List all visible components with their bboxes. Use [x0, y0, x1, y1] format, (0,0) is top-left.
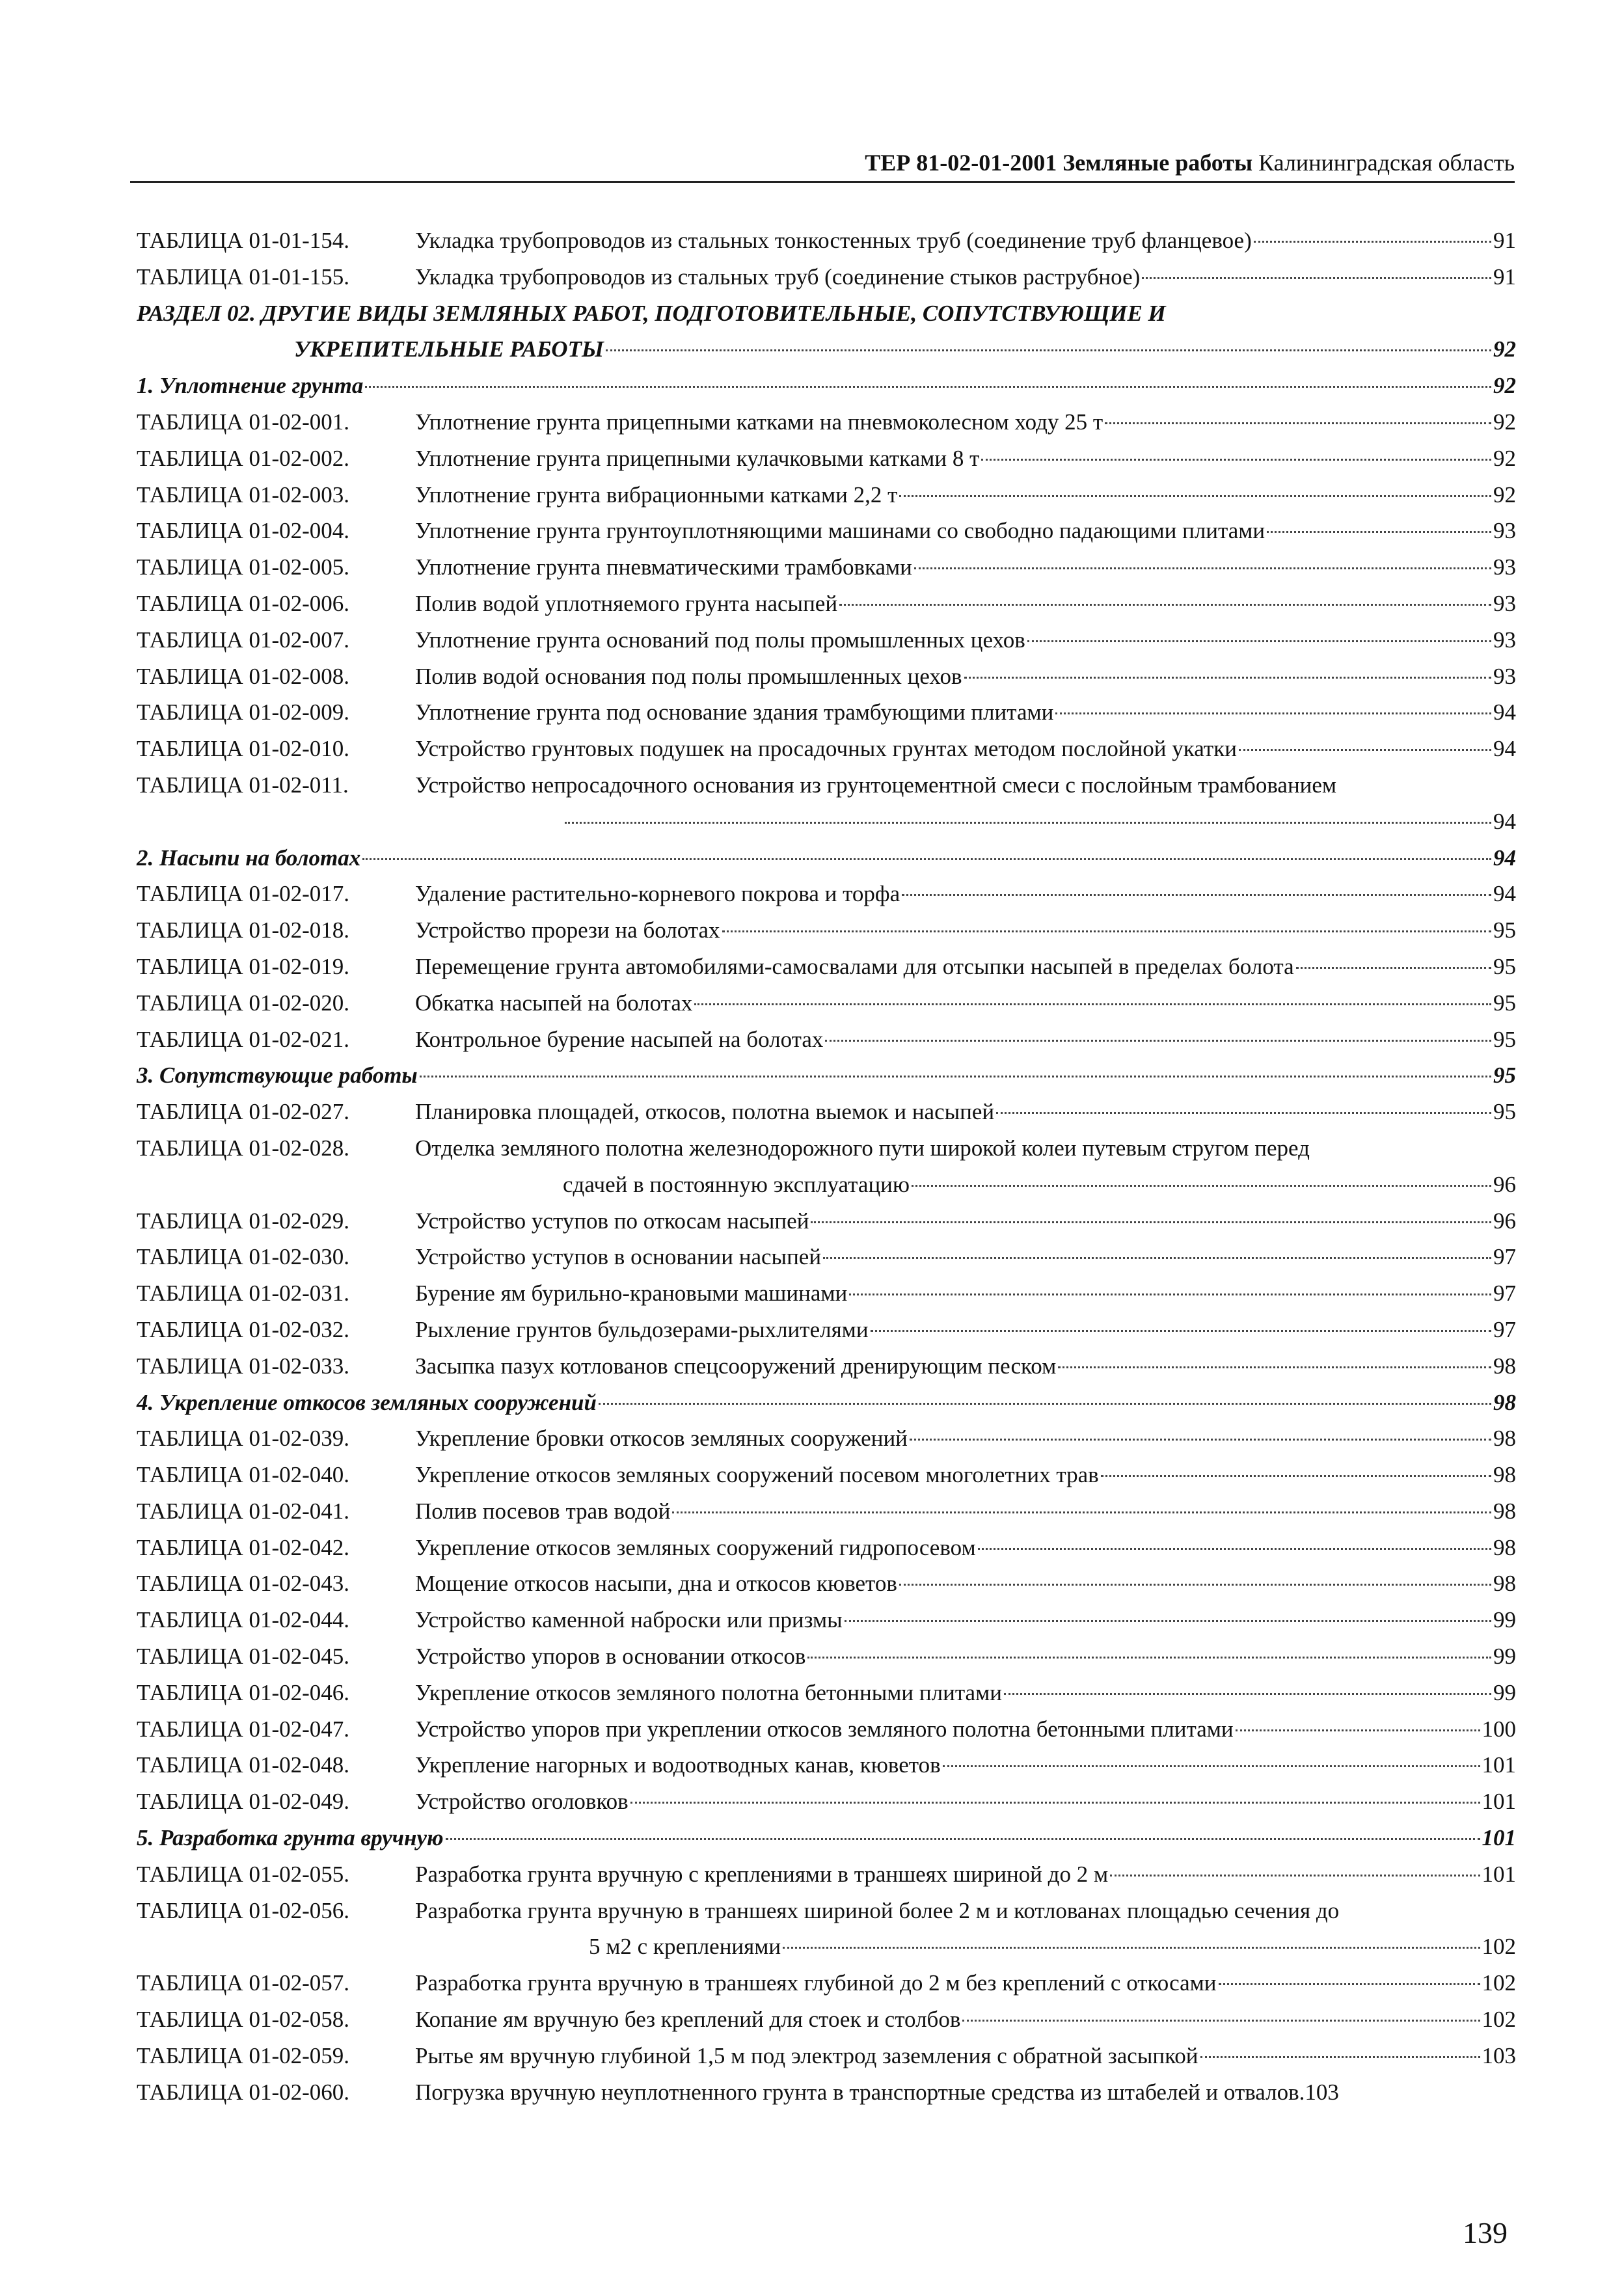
toc-entry-code: ТАБЛИЦА 01-02-001. — [137, 409, 350, 435]
toc-entry-code: ТАБЛИЦА 01-02-006. — [137, 590, 350, 616]
dot-leader — [943, 1765, 1480, 1767]
toc-entry-page: 99 — [1493, 1679, 1516, 1705]
toc-entry-code: ТАБЛИЦА 01-02-057. — [137, 1970, 350, 1996]
toc-entry[interactable] — [137, 1675, 1516, 1711]
section-heading-line2: УКРЕПИТЕЛЬНЫЕ РАБОТЫ — [294, 336, 604, 362]
toc-entry[interactable] — [137, 513, 1516, 549]
toc-entry-page: 97 — [1493, 1244, 1516, 1270]
subsection-heading[interactable] — [137, 1820, 1516, 1856]
toc-entry-code: ТАБЛИЦА 01-02-039. — [137, 1426, 350, 1452]
toc-entry-page: 94 — [1493, 736, 1516, 762]
toc-entry[interactable] — [137, 1530, 1516, 1566]
dot-leader — [1219, 1983, 1480, 1985]
toc-entry[interactable] — [137, 1312, 1516, 1348]
toc-entry-code: ТАБЛИЦА 01-02-002. — [137, 445, 350, 471]
toc-entry[interactable] — [137, 2001, 1516, 2038]
header-rule — [130, 181, 1515, 183]
dot-leader — [899, 495, 1491, 497]
subsection-title: 1. Уплотнение грунта — [137, 373, 364, 399]
dot-leader — [606, 349, 1491, 351]
toc-entry-page: 91 — [1493, 228, 1516, 253]
subsection-heading[interactable] — [137, 840, 1516, 876]
dot-leader — [1004, 1693, 1491, 1695]
toc-entry-page: 99 — [1493, 1607, 1516, 1633]
toc-entry-title-continued: сдачей в постоянную эксплуатацию — [563, 1171, 910, 1197]
subsection-heading[interactable] — [137, 1385, 1516, 1421]
toc-entry-title: Отделка земляного полотна железнодорожного пути широкой колеи путевым стругом перед — [415, 1135, 1310, 1161]
dot-leader — [1296, 967, 1491, 969]
toc-entry[interactable] — [137, 259, 1516, 295]
toc-entry-page: 96 — [1493, 1171, 1516, 1197]
toc-entry[interactable] — [137, 440, 1516, 477]
toc-entry[interactable] — [137, 1457, 1516, 1493]
toc-entry[interactable] — [137, 731, 1516, 767]
toc-entry-continued[interactable] — [137, 804, 1516, 840]
toc-entry-page: 99 — [1493, 1644, 1516, 1670]
toc-entry-title: Устройство непросадочного основания из грунтоцементной смеси с послойным трамбованием — [415, 772, 1337, 798]
toc-entry-page: 91 — [1493, 264, 1516, 290]
toc-entry-code: ТАБЛИЦА 01-02-021. — [137, 1026, 350, 1052]
document-title: ТЕР 81-02-01-2001 Земляные работы — [865, 150, 1253, 176]
section-page: 92 — [1493, 336, 1516, 362]
dot-leader — [811, 1221, 1491, 1223]
toc-entry-code: ТАБЛИЦА 01-02-018. — [137, 917, 350, 943]
toc-entry-code: ТАБЛИЦА 01-02-055. — [137, 1861, 350, 1887]
dot-leader — [1142, 277, 1491, 279]
toc-entry-title: Планировка площадей, откосов, полотна выемок и насыпей — [415, 1099, 995, 1125]
toc-entry-page: 94 — [1493, 808, 1516, 834]
toc-entry-title: Мощение откосов насыпи, дна и откосов кюветов — [415, 1571, 897, 1597]
toc-entry-code: ТАБЛИЦА 01-02-003. — [137, 481, 350, 508]
toc-entry-title: Контрольное бурение насыпей на болотах — [415, 1026, 824, 1052]
dot-leader — [599, 1403, 1491, 1405]
toc-entry[interactable] — [137, 1638, 1516, 1675]
subsection-title: 3. Сопутствующие работы — [137, 1063, 418, 1089]
dot-leader — [807, 1657, 1491, 1659]
toc-entry-title: Бурение ям бурильно-крановыми машинами — [415, 1280, 848, 1307]
subsection-title: 5. Разработка грунта вручную — [137, 1825, 444, 1851]
toc-entry-page: 93 — [1493, 627, 1516, 653]
toc-entry-code: ТАБЛИЦА 01-02-019. — [137, 953, 350, 979]
toc-entry[interactable] — [137, 876, 1516, 912]
toc-entry-code: ТАБЛИЦА 01-02-009. — [137, 699, 350, 725]
dot-leader — [1101, 1475, 1491, 1477]
toc-entry-code: ТАБЛИЦА 01-02-008. — [137, 663, 350, 689]
toc-entry-page: 94 — [1493, 881, 1516, 907]
toc-entry-title: Погрузка вручную неуплотненного грунта в транспортные средства из штабелей и отвалов. — [415, 2079, 1305, 2105]
toc-entry-page: 102 — [1482, 2007, 1516, 2033]
dot-leader — [420, 1076, 1491, 1077]
dot-leader — [365, 386, 1491, 388]
dot-leader — [694, 1003, 1491, 1005]
toc-entry-title: Разработка грунта вручную в траншеях шириной более 2 м и котлованах площадью сечения до — [415, 1897, 1340, 1923]
dot-leader — [1058, 1366, 1491, 1368]
dot-leader — [962, 2020, 1480, 2022]
page-number: 139 — [1463, 2216, 1508, 2249]
toc-entry-title: Укрепление откосов земляных сооружений гидропосевом — [415, 1534, 976, 1560]
toc-entry-page: 96 — [1493, 1208, 1516, 1234]
toc-entry-title: Устройство оголовков — [415, 1789, 629, 1815]
toc-entry-page: 92 — [1493, 445, 1516, 471]
toc-entry-code: ТАБЛИЦА 01-02-005. — [137, 554, 350, 580]
toc-entry-page: 95 — [1493, 990, 1516, 1016]
toc-entry-code: ТАБЛИЦА 01-02-044. — [137, 1607, 350, 1633]
dot-leader — [672, 1511, 1491, 1513]
dot-leader — [1027, 640, 1491, 642]
dot-leader — [996, 1112, 1491, 1114]
toc-entry-code: ТАБЛИЦА 01-01-154. — [137, 228, 350, 253]
toc-entry-page: 103 — [1305, 2079, 1339, 2105]
toc-entry-title: Разработка грунта вручную с креплениями в траншеях шириной до 2 м — [415, 1861, 1109, 1887]
toc-entry-page: 95 — [1493, 1026, 1516, 1052]
toc-entry-page: 98 — [1493, 1426, 1516, 1452]
toc-entry[interactable] — [137, 1094, 1516, 1130]
toc-entry-code: ТАБЛИЦА 01-02-047. — [137, 1716, 350, 1742]
dot-leader — [849, 1293, 1491, 1295]
toc-entry[interactable] — [137, 223, 1516, 259]
toc-entry-title: Укрепление бровки откосов земляных сооружений — [415, 1426, 908, 1452]
toc-entry-page: 93 — [1493, 518, 1516, 544]
section-heading[interactable] — [137, 295, 1516, 332]
toc-entry-title: Полив водой уплотняемого грунта насыпей — [415, 590, 838, 616]
toc-entry-title: Уплотнение грунта вибрационными катками 2,2 т — [415, 481, 898, 508]
toc-entry-page: 97 — [1493, 1316, 1516, 1342]
toc-entry-page: 98 — [1493, 1571, 1516, 1597]
toc-entry-code: ТАБЛИЦА 01-02-041. — [137, 1498, 350, 1524]
toc-entry-code: ТАБЛИЦА 01-02-010. — [137, 736, 350, 762]
toc-entry-title: Укрепление нагорных и водоотводных канав, кюветов — [415, 1752, 941, 1778]
section-heading-continued[interactable] — [137, 331, 1516, 368]
toc-entry[interactable] — [137, 1130, 1516, 1167]
toc-entry-code: ТАБЛИЦА 01-02-029. — [137, 1208, 350, 1234]
subsection-title: 2. Насыпи на болотах — [137, 845, 361, 871]
toc-entry-page: 93 — [1493, 590, 1516, 616]
subsection-page: 92 — [1493, 373, 1516, 399]
toc-entry-title: Устройство уступов в основании насыпей — [415, 1244, 822, 1270]
toc-entry-title: Обкатка насыпей на болотах — [415, 990, 693, 1016]
toc-entry-page: 100 — [1482, 1716, 1516, 1742]
toc-entry-title: Рытье ям вручную глубиной 1,5 м под электрод заземления с обратной засыпкой — [415, 2042, 1198, 2068]
dot-leader — [1267, 531, 1491, 533]
toc-entry-page: 103 — [1482, 2042, 1516, 2068]
toc-entry-title: Укрепление откосов земляного полотна бетонными плитами — [415, 1679, 1002, 1705]
dot-leader — [783, 1947, 1480, 1949]
dot-leader — [722, 930, 1491, 932]
toc-entry[interactable] — [137, 1602, 1516, 1638]
toc-entry-title: Копание ям вручную без креплений для стоек и столбов — [415, 2007, 961, 2033]
toc-entry-title: Устройство прорези на болотах — [415, 917, 720, 943]
toc-entry-title: Полив посевов трав водой — [415, 1498, 671, 1524]
dot-leader — [1200, 2056, 1480, 2058]
toc-entry-page: 92 — [1493, 409, 1516, 435]
toc-entry[interactable] — [137, 2074, 1516, 2111]
toc-entry-title: Удаление растительно-корневого покрова и торфа — [415, 881, 900, 907]
toc-entry[interactable] — [137, 586, 1516, 622]
toc-entry-title: Устройство грунтовых подушек на просадочных грунтах методом послойной укатки — [415, 736, 1237, 762]
toc-entry-code: ТАБЛИЦА 01-01-155. — [137, 264, 350, 290]
toc-entry-title: Рыхление грунтов бульдозерами-рыхлителями — [415, 1316, 869, 1342]
toc-entry-continued[interactable] — [137, 1167, 1516, 1203]
toc-entry-page: 98 — [1493, 1498, 1516, 1524]
region-label: Калининградская область — [1258, 150, 1515, 176]
toc-entry[interactable] — [137, 1856, 1516, 1893]
toc-entry-code: ТАБЛИЦА 01-02-027. — [137, 1099, 350, 1125]
toc-entry-title: Разработка грунта вручную в траншеях глубиной до 2 м без креплений с откосами — [415, 1970, 1217, 1996]
toc-entry-code: ТАБЛИЦА 01-02-028. — [137, 1135, 350, 1161]
subsection-title: 4. Укрепление откосов земляных сооружений — [137, 1389, 597, 1415]
toc-entry-code: ТАБЛИЦА 01-02-056. — [137, 1897, 350, 1923]
toc-entry-title: Укладка трубопроводов из стальных труб (соединение стыков раструбное) — [415, 264, 1141, 290]
toc-entry-continued[interactable] — [137, 1929, 1516, 1965]
dot-leader — [964, 677, 1491, 679]
toc-entry[interactable] — [137, 1493, 1516, 1530]
toc-entry[interactable] — [137, 694, 1516, 731]
toc-entry-code: ТАБЛИЦА 01-02-020. — [137, 990, 350, 1016]
toc-entry-code: ТАБЛИЦА 01-02-045. — [137, 1644, 350, 1670]
toc-entry-code: ТАБЛИЦА 01-02-017. — [137, 881, 350, 907]
toc-entry-code: ТАБЛИЦА 01-02-048. — [137, 1752, 350, 1778]
toc-entry-page: 95 — [1493, 917, 1516, 943]
dot-leader — [1105, 422, 1491, 424]
toc-entry-code: ТАБЛИЦА 01-02-049. — [137, 1789, 350, 1815]
dot-leader — [910, 1439, 1491, 1441]
toc-entry-code: ТАБЛИЦА 01-02-046. — [137, 1679, 350, 1705]
dot-leader — [565, 822, 1491, 824]
dot-leader — [978, 1548, 1491, 1550]
running-header — [130, 148, 1515, 177]
toc-entry[interactable] — [137, 658, 1516, 695]
toc-entry-code: ТАБЛИЦА 01-02-004. — [137, 518, 350, 544]
toc-entry[interactable] — [137, 1711, 1516, 1748]
subsection-page: 101 — [1482, 1825, 1516, 1851]
toc-entry-title: Уплотнение грунта оснований под полы промышленных цехов — [415, 627, 1025, 653]
toc-entry-title: Укладка трубопроводов из стальных тонкостенных труб (соединение труб фланцевое) — [415, 228, 1252, 253]
toc-entry-page: 92 — [1493, 481, 1516, 508]
toc-entry-page: 93 — [1493, 663, 1516, 689]
toc-entry-title: Полив водой основания под полы промышленных цехов — [415, 663, 962, 689]
toc-entry[interactable] — [137, 549, 1516, 586]
toc-entry-code: ТАБЛИЦА 01-02-040. — [137, 1462, 350, 1488]
toc-entry[interactable] — [137, 985, 1516, 1022]
toc-entry-page: 98 — [1493, 1534, 1516, 1560]
toc-entry[interactable] — [137, 912, 1516, 949]
dot-leader — [1236, 1729, 1480, 1731]
toc-entry[interactable] — [137, 1022, 1516, 1058]
toc-entry-title: Перемещение грунта автомобилями-самосвалами для отсыпки насыпей в пределах болота — [415, 953, 1294, 979]
toc-entry-title: Устройство упоров в основании откосов — [415, 1644, 806, 1670]
toc-entry-title: Уплотнение грунта пневматическими трамбовками — [415, 554, 912, 580]
toc-entry-page: 95 — [1493, 953, 1516, 979]
table-of-contents — [137, 223, 1516, 2110]
dot-leader — [823, 1257, 1491, 1259]
toc-entry-page: 98 — [1493, 1462, 1516, 1488]
toc-entry-code: ТАБЛИЦА 01-02-031. — [137, 1280, 350, 1307]
toc-entry[interactable] — [137, 1893, 1516, 1929]
dot-leader — [1254, 241, 1491, 243]
toc-entry-page: 102 — [1482, 1934, 1516, 1960]
subsection-page: 94 — [1493, 845, 1516, 871]
dot-leader — [914, 567, 1491, 569]
dot-leader — [902, 894, 1491, 896]
toc-entry-page: 101 — [1482, 1861, 1516, 1887]
toc-entry[interactable] — [137, 1239, 1516, 1275]
toc-entry-page: 93 — [1493, 554, 1516, 580]
subsection-heading[interactable] — [137, 1057, 1516, 1094]
toc-entry[interactable] — [137, 1348, 1516, 1385]
toc-entry-code: ТАБЛИЦА 01-02-059. — [137, 2042, 350, 2068]
toc-entry-page: 98 — [1493, 1353, 1516, 1379]
toc-entry[interactable] — [137, 2038, 1516, 2074]
toc-entry[interactable] — [137, 404, 1516, 440]
toc-entry[interactable] — [137, 1783, 1516, 1820]
toc-entry-title-continued: 5 м2 с креплениями — [589, 1934, 781, 1960]
toc-entry-title: Уплотнение грунта грунтоуплотняющими машинами со свободно падающими плитами — [415, 518, 1265, 544]
dot-leader — [912, 1185, 1491, 1187]
toc-entry-page: 94 — [1493, 699, 1516, 725]
subsection-page: 98 — [1493, 1389, 1516, 1415]
toc-entry-title: Уплотнение грунта прицепными кулачковыми катками 8 т — [415, 445, 980, 471]
dot-leader — [825, 1040, 1491, 1042]
toc-entry-page: 101 — [1482, 1752, 1516, 1778]
toc-entry-page: 97 — [1493, 1280, 1516, 1307]
dot-leader — [1110, 1875, 1480, 1876]
toc-entry-code: ТАБЛИЦА 01-02-032. — [137, 1316, 350, 1342]
section-heading-line1: РАЗДЕЛ 02. ДРУГИЕ ВИДЫ ЗЕМЛЯНЫХ РАБОТ, ПОДГОТОВИТЕЛЬНЫЕ, СОПУТСТВУЮЩИЕ И — [137, 300, 1166, 326]
toc-entry-code: ТАБЛИЦА 01-02-042. — [137, 1534, 350, 1560]
toc-entry[interactable] — [137, 1965, 1516, 2001]
toc-entry-code: ТАБЛИЦА 01-02-033. — [137, 1353, 350, 1379]
toc-entry[interactable] — [137, 622, 1516, 658]
dot-leader — [362, 858, 1491, 860]
toc-entry[interactable] — [137, 477, 1516, 513]
dot-leader — [845, 1620, 1491, 1622]
dot-leader — [1055, 712, 1491, 714]
dot-leader — [1239, 749, 1491, 751]
dot-leader — [871, 1330, 1491, 1332]
toc-entry-page: 95 — [1493, 1099, 1516, 1125]
subsection-heading[interactable] — [137, 368, 1516, 404]
toc-entry-page: 101 — [1482, 1789, 1516, 1815]
dot-leader — [899, 1584, 1491, 1586]
subsection-page: 95 — [1493, 1063, 1516, 1089]
toc-entry[interactable] — [137, 1275, 1516, 1312]
toc-entry-code: ТАБЛИЦА 01-02-058. — [137, 2007, 350, 2033]
toc-entry[interactable] — [137, 1420, 1516, 1457]
toc-entry[interactable] — [137, 949, 1516, 985]
toc-entry[interactable] — [137, 1203, 1516, 1239]
toc-entry-title: Уплотнение грунта прицепными катками на пневмоколесном ходу 25 т — [415, 409, 1103, 435]
toc-entry[interactable] — [137, 1565, 1516, 1602]
toc-entry-code: ТАБЛИЦА 01-02-030. — [137, 1244, 350, 1270]
toc-entry-title: Уплотнение грунта под основание здания трамбующими плитами — [415, 699, 1054, 725]
toc-entry-title: Устройство упоров при укреплении откосов земляного полотна бетонными плитами — [415, 1716, 1234, 1742]
toc-entry-code: ТАБЛИЦА 01-02-060. — [137, 2079, 350, 2105]
dot-leader — [981, 459, 1491, 461]
toc-entry-title: Устройство уступов по откосам насыпей — [415, 1208, 809, 1234]
toc-entry[interactable] — [137, 767, 1516, 804]
toc-entry-title: Засыпка пазух котлованов спецсооружений дренирующим песком — [415, 1353, 1057, 1379]
toc-entry[interactable] — [137, 1747, 1516, 1783]
toc-entry-title: Устройство каменной наброски или призмы — [415, 1607, 843, 1633]
dot-leader — [839, 604, 1491, 606]
toc-entry-code: ТАБЛИЦА 01-02-011. — [137, 772, 349, 798]
toc-entry-code: ТАБЛИЦА 01-02-007. — [137, 627, 350, 653]
toc-entry-title: Укрепление откосов земляных сооружений посевом многолетних трав — [415, 1462, 1099, 1488]
toc-entry-code: ТАБЛИЦА 01-02-043. — [137, 1571, 350, 1597]
dot-leader — [630, 1802, 1480, 1804]
dot-leader — [446, 1838, 1480, 1840]
toc-entry-page: 102 — [1482, 1970, 1516, 1996]
